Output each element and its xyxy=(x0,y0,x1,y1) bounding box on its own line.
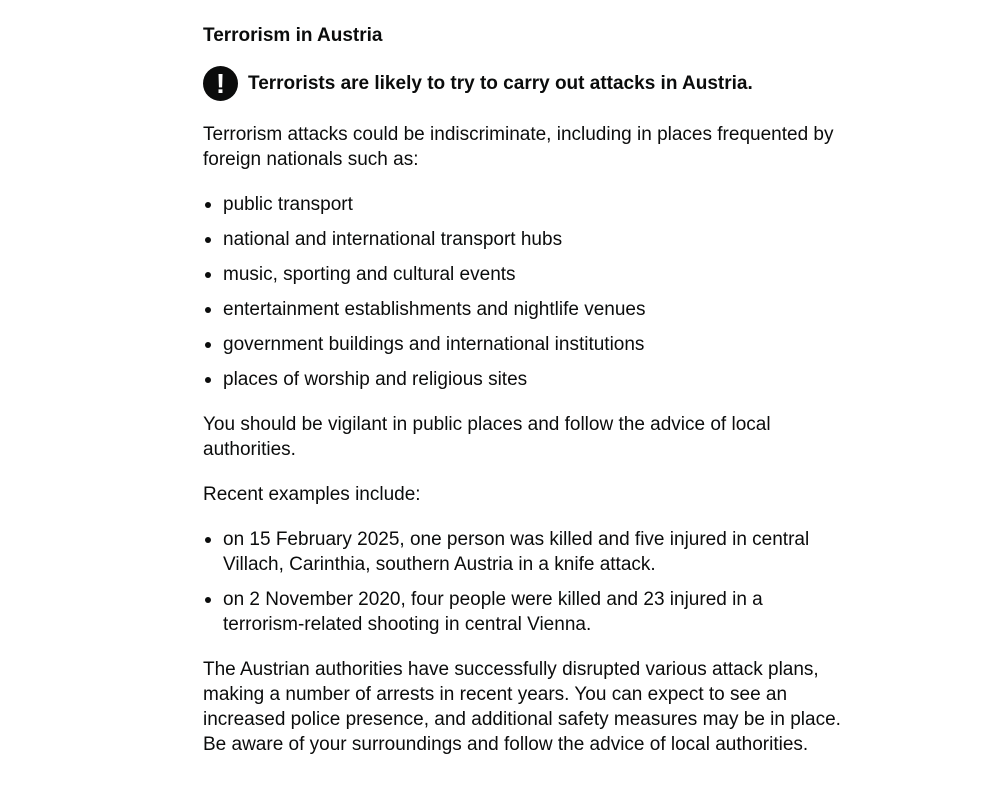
list-item: on 15 February 2025, one person was killed and five injured in central Villach, Carinthia, southern Austria in a knife attack. xyxy=(203,527,843,577)
examples-intro: Recent examples include: xyxy=(203,484,421,505)
list-item: national and international transport hubs xyxy=(203,227,843,252)
list-item: places of worship and religious sites xyxy=(203,367,843,392)
list-item: public transport xyxy=(203,192,843,217)
section-heading: Terrorism in Austria xyxy=(203,25,383,46)
list-item: entertainment establishments and nightlife venues xyxy=(203,297,843,322)
exclamation-icon: ! xyxy=(203,66,238,101)
intro-paragraph: Terrorism attacks could be indiscriminate, including in places frequented by foreign nationals such as: xyxy=(203,124,834,170)
vigilance-paragraph: You should be vigilant in public places and follow the advice of local authorities. xyxy=(203,414,771,460)
list-item: music, sporting and cultural events xyxy=(203,262,843,287)
closing-paragraph: The Austrian authorities have successfully disrupted various attack plans, making a number of arrests in recent years. You can expect to see an increased police presence, and additional safety measures may be in place. Be aware of your surroundings and follow the advice of local authorities. xyxy=(203,659,841,755)
main-content xyxy=(203,23,843,757)
warning-text: Terrorists are likely to try to carry out attacks in Austria. xyxy=(248,73,753,94)
list-item: government buildings and international institutions xyxy=(203,332,843,357)
warning-callout xyxy=(203,66,843,106)
places-list xyxy=(203,192,843,392)
list-item: on 2 November 2020, four people were killed and 23 injured in a terrorism-related shooting in central Vienna. xyxy=(203,587,843,637)
examples-list xyxy=(203,527,843,637)
